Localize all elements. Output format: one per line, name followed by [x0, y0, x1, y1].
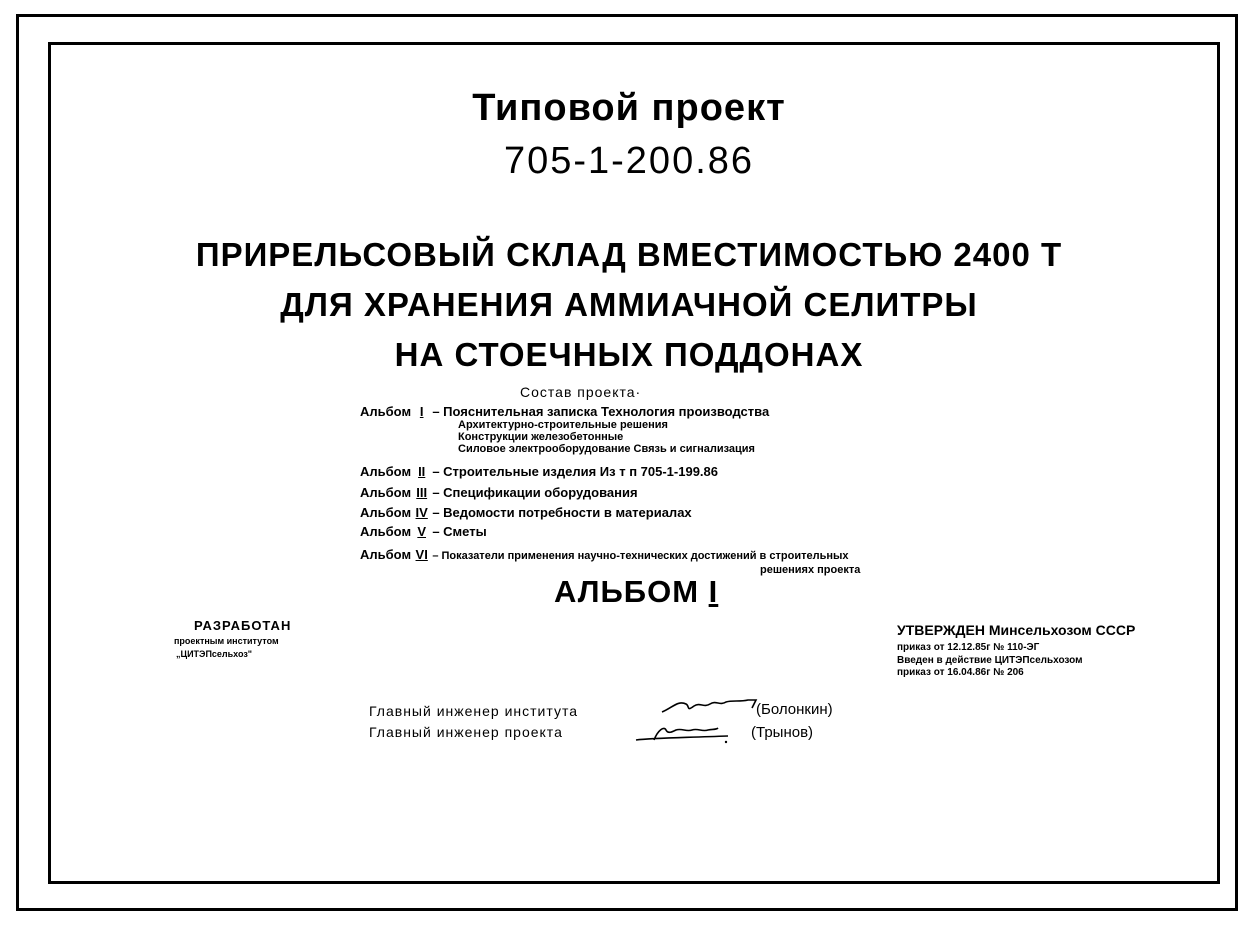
album-number: VI [415, 547, 428, 562]
album-text: – Пояснительная записка Технология производства [432, 404, 770, 419]
approval-line-3: Введен в действие ЦИТЭПсельхозом [897, 655, 1083, 666]
album-label: Альбом [360, 547, 412, 562]
chief-institute-name: (Болонкин) [756, 701, 833, 718]
album-label: Альбом [360, 524, 412, 539]
signature-trynov-icon [632, 722, 732, 746]
album-row-2 [360, 464, 718, 479]
album-number: III [416, 485, 428, 500]
current-album-title [554, 574, 718, 610]
album-1-sub-1: Архитектурно-строительные решения [458, 419, 668, 431]
approval-line-1: УТВЕРЖДЕН Минсельхозом СССР [897, 622, 1136, 638]
approval-line-2: приказ от 12.12.85г № 110-ЭГ [897, 642, 1040, 653]
album-number: II [418, 464, 426, 479]
title-line-2: ДЛЯ ХРАНЕНИЯ АММИАЧНОЙ СЕЛИТРЫ [280, 286, 978, 323]
current-album-label: АЛЬБОМ [554, 574, 700, 609]
current-album-number: I [708, 574, 719, 609]
album-number: I [419, 404, 424, 419]
developer-line-3: „ЦИТЭПсельхоз" [176, 649, 253, 659]
album-row-1 [360, 404, 769, 419]
album-1-sub-3: Силовое электрооборудование Связь и сигнализация [458, 443, 755, 455]
developer-line-1: РАЗРАБОТАН [194, 618, 292, 633]
title-line-3: НА СТОЕЧНЫХ ПОДДОНАХ [394, 336, 864, 373]
approval-line-4: приказ от 16.04.86г № 206 [897, 667, 1024, 678]
project-type-heading: Типовой проект [472, 87, 786, 129]
album-row-6 [360, 547, 849, 562]
album-row-4 [360, 505, 692, 520]
album-text: – Спецификации оборудования [432, 485, 638, 500]
title-line-1: ПРИРЕЛЬСОВЫЙ СКЛАД ВМЕСТИМОСТЬЮ 2400 Т [195, 236, 1063, 273]
album-1-sub-2: Конструкции железобетонные [458, 431, 624, 443]
album-label: Альбом [360, 464, 412, 479]
composition-heading: Состав проекта· [520, 384, 642, 400]
album-number: V [417, 524, 427, 539]
developer-line-2: проектным институтом [174, 636, 279, 646]
album-text: – Строительные изделия Из т п 705-1-199.86 [432, 464, 719, 479]
album-text: – Сметы [432, 524, 487, 539]
album-text: – Показатели применения научно-технических достижений в строительных [432, 550, 849, 562]
chief-project-label: Главный инженер проекта [369, 724, 563, 740]
album-number: IV [415, 505, 428, 520]
signature-bolonkin-icon [660, 694, 760, 716]
album-6-sub-1: решениях проекта [760, 564, 861, 576]
album-label: Альбом [360, 505, 412, 520]
album-row-5 [360, 524, 487, 539]
album-label: Альбом [360, 404, 412, 419]
project-number: 705-1-200.86 [503, 140, 755, 182]
album-text: – Ведомости потребности в материалах [432, 505, 692, 520]
chief-project-name: (Трынов) [751, 724, 814, 741]
chief-institute-label: Главный инженер института [369, 703, 578, 719]
album-label: Альбом [360, 485, 412, 500]
album-row-3 [360, 485, 638, 500]
